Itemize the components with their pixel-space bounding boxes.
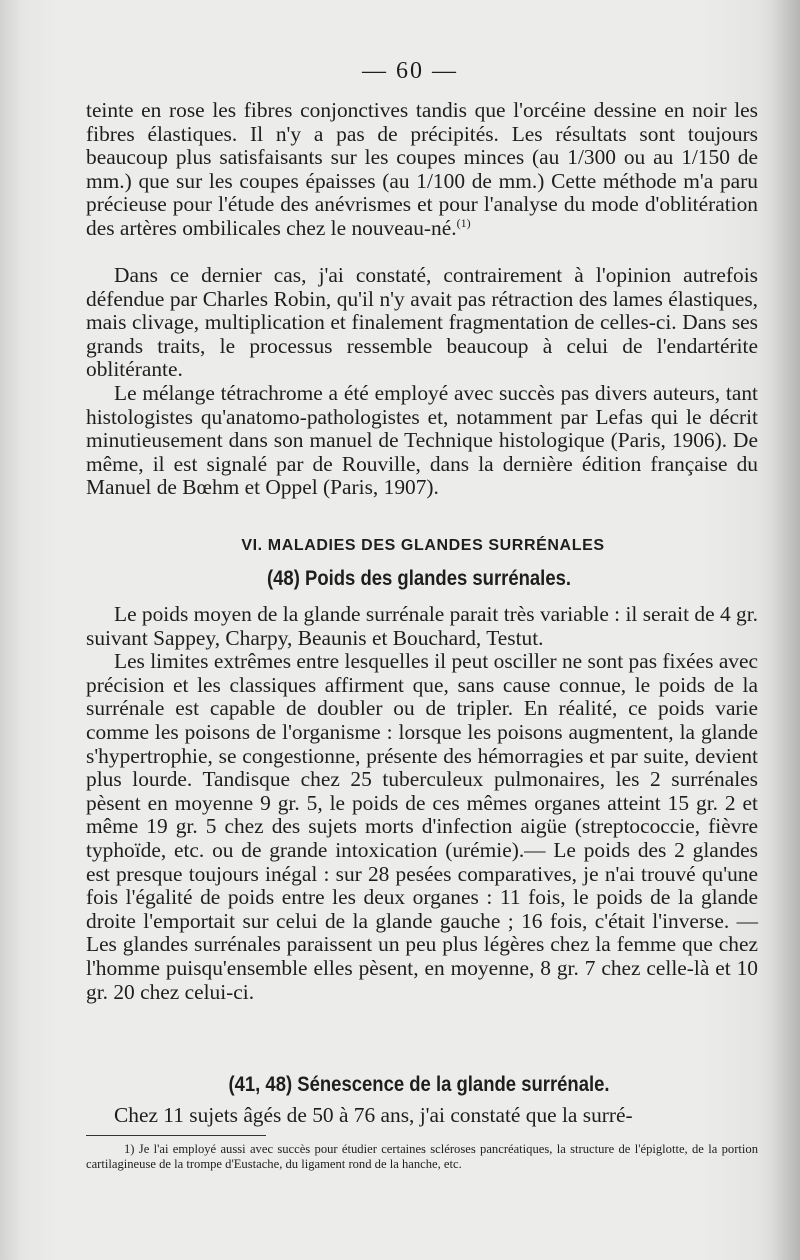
- page-number: — 60 —: [362, 58, 458, 84]
- paragraph-limites: Les limites extrêmes entre lesquelles il peut osciller ne sont pas fixées avec précision et les classiques affirment que, sans cause connue, le poids de la surrénale est capable de doubler ou de tripler. En réalité, ce poids varie comme les poisons de l'organisme : lorsque les poisons augmentent, la glande s'hypertrophie, se congestionne, présente des hémorragies et par suite, devient plus lourde. Tandisque chez 25 tuberculeux pulmonaires, les 2 surrénales pèsent en moyenne 9 gr. 5, le poids de ces mêmes organes atteint 15 gr. 2 et même 19 gr. 5 chez des sujets morts d'infection aigüe (streptococcie, fièvre typhoïde, etc. ou de grande intoxication (urémie).— Le poids des 2 glandes est presque toujours inégal : sur 28 pesées comparatives, je n'ai trouvé qu'une fois l'égalité de poids entre les deux organes : 11 fois, le poids de la glande droite l'emportait sur celui de la glande gauche ; 16 fois, c'était l'inverse. — Les glandes surrénales paraissent un peu plus légères chez la femme que chez l'homme puisqu'ensemble elles pèsent, en moyenne, 8 gr. 7 chez celle-là et 10 gr. 20 chez celui-ci.: [86, 649, 758, 1004]
- section-title: VI. MALADIES DES GLANDES SURRÉNALES: [241, 537, 605, 554]
- body-text-intro: [86, 99, 758, 241]
- footnote-text: 1) Je l'ai employé aussi avec succès pour étudier certaines scléroses pancréatiques, la structure de l'épiglotte, de la portion cartilagineuse de la trompe d'Eustache, du ligament rond de la hanche, etc.: [86, 1142, 758, 1171]
- paragraph-robin: Dans ce dernier cas, j'ai constaté, contrairement à l'opinion autrefois défendue par Charles Robin, qu'il n'y avait pas rétraction des lames élastiques, mais clivage, multiplication et finalement fragmentation de celles-ci. Dans ses grands traits, le processus ressemble beaucoup à celui de l'endartérite oblitérante.: [86, 263, 758, 382]
- paragraph-poids-moyen: Le poids moyen de la glande surrénale parait très variable : il serait de 4 gr. suivant Sappey, Charpy, Beaunis et Bouchard, Testut.: [86, 602, 758, 650]
- paragraph-melange: Le mélange tétrachrome a été employé avec succès pas divers auteurs, tant histologistes qu'anatomo-pathologistes et, notamment par Lefas qui le décrit minutieusement dans son manuel de Technique histologique (Paris, 1906). De même, il est signalé par de Rouville, dans la dernière édition française du Manuel de Bœhm et Oppel (Paris, 1907).: [86, 380, 758, 500]
- footnote: [86, 1142, 758, 1171]
- intro-paragraph: [86, 99, 758, 241]
- footnote-marker: (1): [456, 215, 471, 230]
- footnote-rule: [86, 1135, 266, 1136]
- body-text-senescence: [86, 1104, 758, 1128]
- body-text-robin-melange: [86, 264, 758, 500]
- paragraph-senescence: Chez 11 sujets âgés de 50 à 76 ans, j'ai constaté que la surré-: [114, 1103, 633, 1127]
- subheading-senescence: (41, 48) Sénescence de la glande surrénale.: [228, 1073, 610, 1096]
- intro-paragraph-text: teinte en rose les fibres conjonctives tandis que l'orcéine dessine en noir les fibres élastiques. Il n'y a pas de précipités. Les résultats sont toujours beaucoup plus satisfaisants sur les coupes minces (au 1/300 ou au 1/150 de mm.) que sur les coupes épaisses (au 1/100 de mm.) Cette méthode m'a paru précieuse pour l'étude des anévrismes et pour l'analyse du mode d'oblitération des artères ombilicales chez le nouveau-né.: [86, 98, 758, 240]
- subheading-poids: (48) Poids des glandes surrénales.: [266, 567, 572, 590]
- body-text-poids: [86, 603, 758, 1004]
- page-edge-shadow: [772, 0, 800, 1260]
